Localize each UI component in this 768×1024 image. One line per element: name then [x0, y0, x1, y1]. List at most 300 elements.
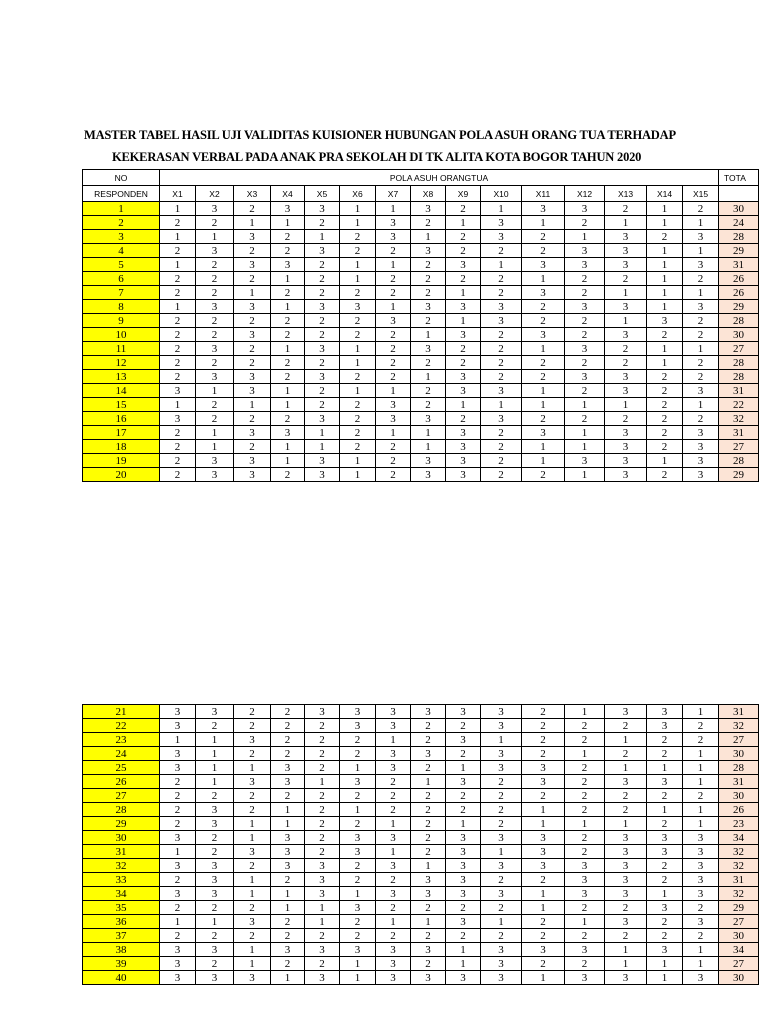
total-cell: 32: [719, 859, 759, 873]
score-cell: 3: [605, 775, 647, 789]
column-header-x6: X6: [340, 186, 376, 202]
score-cell: 3: [605, 230, 647, 244]
score-cell: 3: [234, 426, 271, 440]
table-row: [83, 328, 759, 342]
score-cell: 2: [196, 957, 234, 971]
score-cell: 3: [446, 733, 481, 747]
score-cell: 2: [234, 859, 271, 873]
score-cell: 3: [196, 817, 234, 831]
score-cell: 3: [196, 202, 234, 216]
score-cell: 2: [340, 747, 376, 761]
score-cell: 1: [340, 202, 376, 216]
score-cell: 2: [446, 901, 481, 915]
score-cell: 2: [565, 957, 605, 971]
score-cell: 3: [605, 454, 647, 468]
score-cell: 1: [234, 817, 271, 831]
score-cell: 2: [234, 747, 271, 761]
score-cell: 1: [522, 901, 565, 915]
score-cell: 2: [234, 705, 271, 719]
score-cell: 2: [160, 426, 196, 440]
respondent-number: 2: [83, 216, 160, 230]
total-cell: 27: [719, 440, 759, 454]
score-cell: 1: [683, 761, 719, 775]
score-cell: 2: [340, 789, 376, 803]
score-cell: 2: [305, 761, 340, 775]
score-cell: 2: [683, 328, 719, 342]
score-cell: 3: [522, 775, 565, 789]
respondent-number: 25: [83, 761, 160, 775]
score-cell: 2: [305, 789, 340, 803]
score-cell: 3: [411, 971, 446, 985]
score-cell: 3: [196, 971, 234, 985]
score-cell: 3: [446, 370, 481, 384]
score-cell: 3: [565, 202, 605, 216]
score-cell: 2: [647, 468, 683, 482]
score-cell: 1: [481, 258, 522, 272]
score-cell: 3: [411, 468, 446, 482]
respondent-number: 40: [83, 971, 160, 985]
score-cell: 2: [565, 216, 605, 230]
score-cell: 2: [234, 202, 271, 216]
score-cell: 2: [340, 244, 376, 258]
table-row: [83, 258, 759, 272]
score-cell: 3: [481, 831, 522, 845]
score-cell: 2: [376, 929, 411, 943]
score-cell: 3: [196, 244, 234, 258]
score-cell: 1: [196, 915, 234, 929]
score-cell: 2: [271, 370, 305, 384]
score-cell: 3: [446, 915, 481, 929]
score-cell: 1: [234, 943, 271, 957]
respondent-number: 10: [83, 328, 160, 342]
table-row: [83, 943, 759, 957]
table-row: [83, 901, 759, 915]
score-cell: 3: [522, 845, 565, 859]
score-cell: 3: [565, 454, 605, 468]
score-cell: 2: [305, 258, 340, 272]
score-cell: 2: [446, 230, 481, 244]
score-cell: 2: [305, 216, 340, 230]
score-cell: 2: [196, 845, 234, 859]
score-cell: 2: [271, 705, 305, 719]
score-cell: 3: [196, 370, 234, 384]
column-header-x15: X15: [683, 186, 719, 202]
score-cell: 3: [376, 230, 411, 244]
score-cell: 1: [234, 831, 271, 845]
score-cell: 2: [160, 328, 196, 342]
score-cell: 2: [376, 454, 411, 468]
score-cell: 3: [481, 216, 522, 230]
score-cell: 2: [340, 929, 376, 943]
score-cell: 2: [160, 929, 196, 943]
score-cell: 2: [605, 412, 647, 426]
score-cell: 3: [683, 454, 719, 468]
score-cell: 3: [340, 775, 376, 789]
score-cell: 3: [196, 342, 234, 356]
score-cell: 3: [271, 426, 305, 440]
score-cell: 3: [565, 873, 605, 887]
respondent-number: 6: [83, 272, 160, 286]
score-cell: 3: [234, 370, 271, 384]
score-cell: 1: [683, 244, 719, 258]
respondent-number: 37: [83, 929, 160, 943]
score-cell: 1: [647, 761, 683, 775]
score-cell: 1: [647, 272, 683, 286]
score-cell: 3: [411, 887, 446, 901]
total-cell: 30: [719, 971, 759, 985]
score-cell: 2: [565, 356, 605, 370]
score-cell: 1: [565, 398, 605, 412]
score-cell: 3: [605, 244, 647, 258]
score-cell: 3: [160, 971, 196, 985]
score-cell: 1: [522, 440, 565, 454]
score-cell: 1: [271, 440, 305, 454]
score-cell: 3: [271, 258, 305, 272]
table-row: [83, 803, 759, 817]
score-cell: 3: [376, 314, 411, 328]
score-cell: 2: [565, 803, 605, 817]
score-cell: 3: [305, 370, 340, 384]
table-row: [83, 859, 759, 873]
score-cell: 2: [340, 817, 376, 831]
score-cell: 1: [376, 426, 411, 440]
header-row-1: [83, 170, 759, 186]
total-cell: 30: [719, 202, 759, 216]
score-cell: 2: [522, 300, 565, 314]
score-cell: 2: [647, 398, 683, 412]
score-cell: 3: [605, 845, 647, 859]
score-cell: 1: [271, 272, 305, 286]
score-cell: 2: [481, 286, 522, 300]
header-row-2: [83, 186, 759, 202]
score-cell: 1: [376, 300, 411, 314]
score-cell: 2: [481, 454, 522, 468]
table-row: [83, 845, 759, 859]
score-cell: 3: [683, 230, 719, 244]
score-cell: 2: [565, 901, 605, 915]
score-cell: 1: [340, 454, 376, 468]
score-cell: 3: [234, 454, 271, 468]
score-cell: 3: [196, 454, 234, 468]
score-cell: 2: [376, 370, 411, 384]
score-cell: 3: [647, 831, 683, 845]
score-cell: 2: [411, 817, 446, 831]
table-row: [83, 831, 759, 845]
score-cell: 2: [305, 314, 340, 328]
respondent-number: 7: [83, 286, 160, 300]
score-cell: 2: [376, 286, 411, 300]
score-cell: 1: [160, 915, 196, 929]
respondent-number: 33: [83, 873, 160, 887]
score-cell: 3: [160, 887, 196, 901]
score-cell: 2: [305, 719, 340, 733]
score-cell: 3: [522, 328, 565, 342]
score-cell: 1: [647, 454, 683, 468]
score-cell: 2: [271, 230, 305, 244]
column-header-x8: X8: [411, 186, 446, 202]
score-cell: 1: [271, 971, 305, 985]
score-cell: 3: [271, 943, 305, 957]
score-cell: 3: [605, 971, 647, 985]
score-cell: 2: [340, 314, 376, 328]
score-cell: 3: [683, 845, 719, 859]
score-cell: 2: [522, 314, 565, 328]
score-cell: 1: [376, 915, 411, 929]
table-row: [83, 440, 759, 454]
score-cell: 1: [340, 761, 376, 775]
score-cell: 1: [305, 775, 340, 789]
score-cell: 1: [446, 286, 481, 300]
score-cell: 2: [565, 719, 605, 733]
score-cell: 2: [160, 216, 196, 230]
score-cell: 2: [481, 468, 522, 482]
score-cell: 2: [565, 314, 605, 328]
score-cell: 2: [565, 384, 605, 398]
score-cell: 3: [160, 705, 196, 719]
score-cell: 3: [522, 426, 565, 440]
respondent-number: 4: [83, 244, 160, 258]
score-cell: 1: [446, 314, 481, 328]
score-cell: 2: [376, 468, 411, 482]
score-cell: 1: [340, 258, 376, 272]
score-cell: 2: [647, 929, 683, 943]
score-cell: 1: [446, 216, 481, 230]
score-cell: 3: [446, 258, 481, 272]
score-cell: 2: [234, 789, 271, 803]
score-cell: 3: [446, 328, 481, 342]
score-cell: 1: [446, 957, 481, 971]
score-cell: 2: [305, 384, 340, 398]
score-cell: 3: [234, 328, 271, 342]
score-cell: 1: [196, 426, 234, 440]
respondent-number: 15: [83, 398, 160, 412]
score-cell: 3: [605, 384, 647, 398]
score-cell: 2: [605, 356, 647, 370]
score-cell: 1: [647, 202, 683, 216]
score-cell: 2: [160, 314, 196, 328]
score-cell: 2: [305, 831, 340, 845]
score-cell: 2: [522, 244, 565, 258]
score-cell: 2: [446, 803, 481, 817]
score-cell: 1: [305, 426, 340, 440]
respondent-number: 38: [83, 943, 160, 957]
score-cell: 2: [446, 719, 481, 733]
score-cell: 1: [522, 454, 565, 468]
respondent-number: 21: [83, 705, 160, 719]
score-cell: 3: [160, 747, 196, 761]
score-cell: 1: [411, 915, 446, 929]
score-cell: 2: [196, 831, 234, 845]
score-cell: 3: [234, 915, 271, 929]
table-row: [83, 761, 759, 775]
score-cell: 2: [683, 719, 719, 733]
score-cell: 1: [605, 817, 647, 831]
score-cell: 3: [446, 887, 481, 901]
score-cell: 2: [160, 272, 196, 286]
score-cell: 1: [683, 803, 719, 817]
score-cell: 2: [481, 901, 522, 915]
score-cell: 3: [196, 859, 234, 873]
score-cell: 1: [376, 258, 411, 272]
table-row: [83, 342, 759, 356]
score-cell: 2: [234, 719, 271, 733]
respondent-number: 19: [83, 454, 160, 468]
score-cell: 3: [376, 831, 411, 845]
score-cell: 1: [647, 803, 683, 817]
score-cell: 1: [605, 957, 647, 971]
score-cell: 1: [647, 300, 683, 314]
score-cell: 2: [683, 412, 719, 426]
score-cell: 3: [683, 384, 719, 398]
score-cell: 3: [376, 887, 411, 901]
pola-asuh-group-header: POLA ASUH ORANGTUA: [160, 170, 719, 186]
table-row: [83, 426, 759, 440]
score-cell: 3: [565, 300, 605, 314]
score-cell: 2: [411, 733, 446, 747]
score-cell: 1: [605, 216, 647, 230]
score-cell: 3: [446, 300, 481, 314]
score-cell: 3: [376, 747, 411, 761]
total-cell: 24: [719, 216, 759, 230]
score-cell: 2: [305, 845, 340, 859]
table-row: [83, 929, 759, 943]
score-cell: 2: [647, 440, 683, 454]
score-cell: 1: [196, 230, 234, 244]
respondent-number: 28: [83, 803, 160, 817]
score-cell: 2: [160, 370, 196, 384]
score-cell: 1: [340, 803, 376, 817]
score-cell: 2: [481, 342, 522, 356]
score-cell: 2: [481, 440, 522, 454]
score-cell: 2: [376, 775, 411, 789]
score-cell: 1: [340, 272, 376, 286]
score-cell: 1: [196, 747, 234, 761]
total-header: TOTA: [719, 170, 759, 186]
score-cell: 3: [234, 230, 271, 244]
score-cell: 1: [340, 216, 376, 230]
score-cell: 2: [234, 440, 271, 454]
score-cell: 2: [647, 789, 683, 803]
column-header-x5: X5: [305, 186, 340, 202]
score-cell: 1: [305, 915, 340, 929]
score-cell: 2: [446, 747, 481, 761]
score-cell: 2: [565, 831, 605, 845]
table-row: [83, 272, 759, 286]
score-cell: 2: [305, 356, 340, 370]
score-cell: 2: [647, 370, 683, 384]
respondent-number: 3: [83, 230, 160, 244]
score-cell: 3: [411, 943, 446, 957]
score-cell: 1: [305, 230, 340, 244]
score-cell: 3: [446, 440, 481, 454]
score-cell: 2: [683, 272, 719, 286]
total-cell: 31: [719, 775, 759, 789]
score-cell: 3: [565, 370, 605, 384]
score-cell: 1: [271, 398, 305, 412]
score-cell: 1: [683, 817, 719, 831]
score-cell: 1: [683, 957, 719, 971]
respondent-number: 1: [83, 202, 160, 216]
score-cell: 2: [605, 719, 647, 733]
table-row: [83, 817, 759, 831]
score-cell: 2: [305, 286, 340, 300]
score-cell: 2: [196, 789, 234, 803]
score-cell: 2: [446, 412, 481, 426]
table-row: [83, 957, 759, 971]
score-cell: 2: [605, 803, 647, 817]
score-cell: 3: [411, 412, 446, 426]
score-cell: 2: [411, 901, 446, 915]
score-cell: 1: [565, 230, 605, 244]
total-cell: 29: [719, 901, 759, 915]
score-cell: 1: [522, 887, 565, 901]
table-row: [83, 789, 759, 803]
table-row: [83, 356, 759, 370]
total-cell: 30: [719, 929, 759, 943]
score-cell: 2: [160, 356, 196, 370]
score-cell: 2: [565, 789, 605, 803]
score-cell: 3: [411, 244, 446, 258]
score-cell: 3: [481, 747, 522, 761]
total-header-blank: [719, 186, 759, 202]
no-header-line-2: RESPONDEN: [83, 186, 160, 202]
score-cell: 2: [160, 775, 196, 789]
score-cell: 2: [234, 314, 271, 328]
score-cell: 2: [565, 929, 605, 943]
score-cell: 2: [271, 286, 305, 300]
score-cell: 3: [446, 705, 481, 719]
total-cell: 26: [719, 272, 759, 286]
score-cell: 2: [481, 789, 522, 803]
score-cell: 1: [340, 384, 376, 398]
score-cell: 2: [160, 342, 196, 356]
table-title-line-1: MASTER TABEL HASIL UJI VALIDITAS KUISIONER HUBUNGAN POLA ASUH ORANG TUA TERHADAP: [84, 128, 676, 142]
score-cell: 3: [160, 719, 196, 733]
score-cell: 3: [305, 300, 340, 314]
score-cell: 3: [522, 761, 565, 775]
score-cell: 3: [481, 859, 522, 873]
score-cell: 3: [647, 775, 683, 789]
respondent-number: 14: [83, 384, 160, 398]
score-cell: 3: [340, 719, 376, 733]
score-cell: 2: [160, 817, 196, 831]
score-cell: 2: [522, 356, 565, 370]
column-header-x14: X14: [647, 186, 683, 202]
score-cell: 3: [234, 258, 271, 272]
score-cell: 3: [605, 426, 647, 440]
score-cell: 3: [481, 971, 522, 985]
score-cell: 2: [411, 789, 446, 803]
score-cell: 1: [605, 733, 647, 747]
score-cell: 1: [340, 957, 376, 971]
score-cell: 2: [271, 719, 305, 733]
score-cell: 3: [481, 300, 522, 314]
score-cell: 1: [522, 803, 565, 817]
score-cell: 1: [340, 342, 376, 356]
score-cell: 2: [271, 873, 305, 887]
score-cell: 2: [340, 873, 376, 887]
total-cell: 30: [719, 328, 759, 342]
score-cell: 1: [647, 342, 683, 356]
score-cell: 1: [647, 258, 683, 272]
table-row: [83, 747, 759, 761]
score-cell: 2: [271, 789, 305, 803]
score-cell: 3: [196, 943, 234, 957]
score-cell: 2: [376, 244, 411, 258]
score-cell: 2: [196, 356, 234, 370]
score-cell: 2: [565, 761, 605, 775]
table-row: [83, 202, 759, 216]
